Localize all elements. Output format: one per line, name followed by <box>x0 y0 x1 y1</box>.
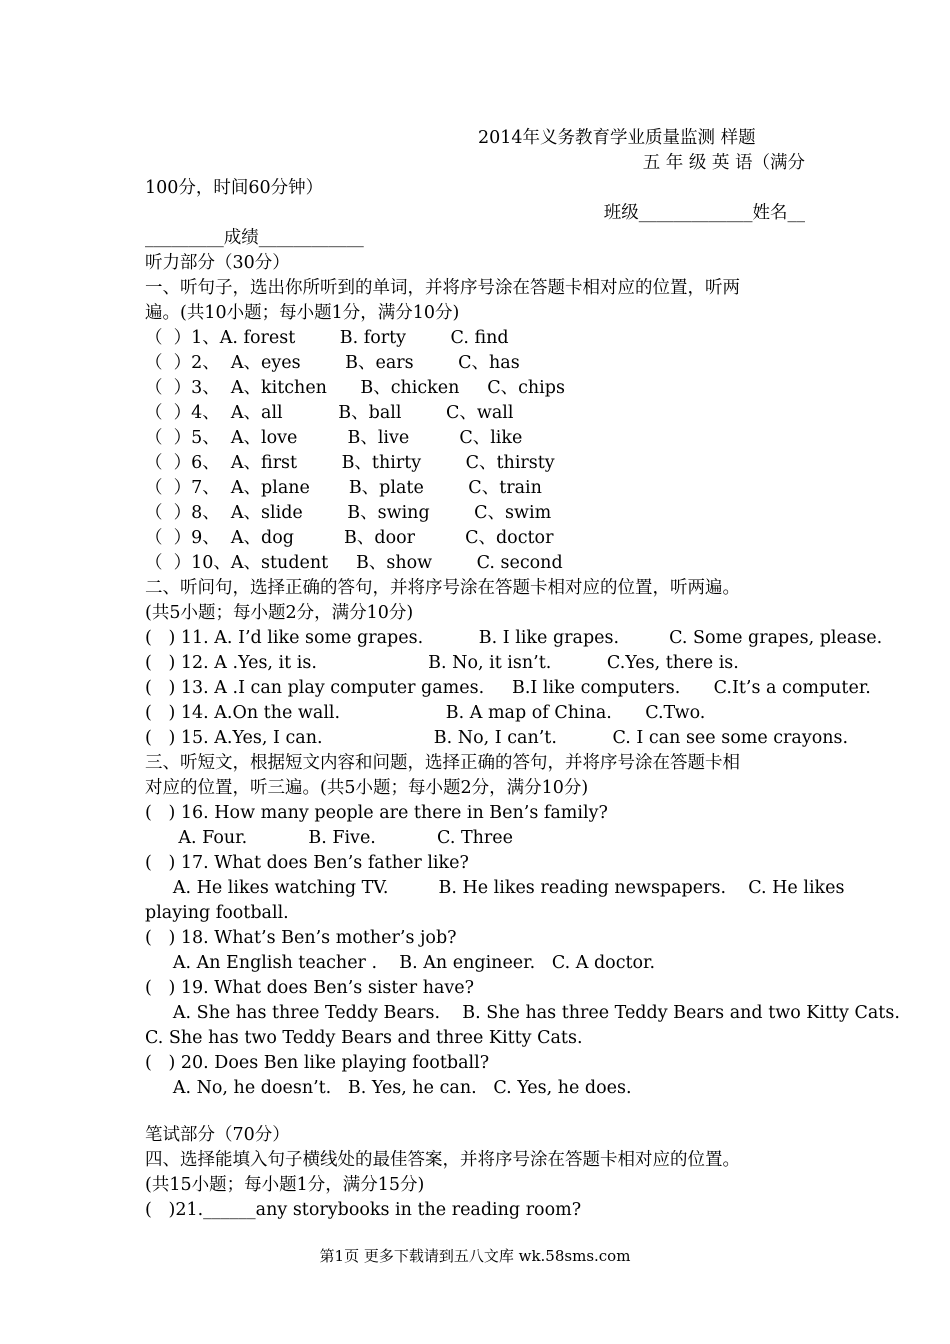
question-item: ( ) 15. A.Yes, I can. B. No, I can’t. C. I can see some crayons. <box>145 728 849 748</box>
question-item: ( ) 18. What’s Ben’s mother’s job? <box>145 928 457 948</box>
writing-heading: 笔试部分（70分） <box>145 1125 290 1145</box>
question-item: （ ）1、A. forest B. forty C. find <box>145 328 509 348</box>
question-item: ( ) 20. Does Ben like playing football? <box>145 1053 490 1073</box>
question-item: （ ）2、 A、eyes B、ears C、has <box>145 353 520 373</box>
question-item: （ ）8、 A、slide B、swing C、swim <box>145 503 552 523</box>
question-item: （ ）6、 A、first B、thirty C、thirsty <box>145 453 555 473</box>
answer-options: A. An English teacher . B. An engineer. C. A doctor. <box>145 953 656 973</box>
question-item: （ ）3、 A、kitchen B、chicken C、chips <box>145 378 565 398</box>
question-item: ( ) 12. A .Yes, it is. B. No, it isn’t. C.Yes, there is. <box>145 653 739 673</box>
question-item: （ ）10、A、student B、show C. second <box>145 553 563 573</box>
question-item: （ ）7、 A、plane B、plate C、train <box>145 478 542 498</box>
question-item: ( ) 19. What does Ben’s sister have? <box>145 978 475 998</box>
score-line: _________成绩____________ <box>145 228 364 248</box>
answer-options: A. No, he doesn’t. B. Yes, he can. C. Yes, he does. <box>145 1078 632 1098</box>
question-item: ( ) 13. A .I can play computer games. B.I like computers. C.It’s a computer. <box>145 678 871 698</box>
section4-instructions: 四、选择能填入句子横线处的最佳答案，并将序号涂在答题卡相对应的位置。 <box>145 1150 740 1170</box>
answer-options: A. Four. B. Five. C. Three <box>145 828 513 848</box>
section1-instructions-cont: 遍。(共10小题；每小题1分，满分10分) <box>145 303 460 323</box>
answer-options-cont: playing football. <box>145 903 289 923</box>
question-item: ( ) 14. A.On the wall. B. A map of China. C.Two. <box>145 703 706 723</box>
question-item: ( ) 11. A. I’d like some grapes. B. I like grapes. C. Some grapes, please. <box>145 628 883 648</box>
answer-options: A. She has three Teddy Bears. B. She has three Teddy Bears and two Kitty Cats. <box>145 1003 900 1023</box>
section3-instructions-cont: 对应的位置，听三遍。(共5小题；每小题2分，满分10分) <box>145 778 589 798</box>
question-item: （ ）5、 A、love B、live C、like <box>145 428 523 448</box>
question-item: （ ）4、 A、all B、ball C、wall <box>145 403 514 423</box>
exam-subtitle: 五 年 级 英 语（满分 <box>642 153 805 173</box>
section1-instructions: 一、听句子，选出你所听到的单词，并将序号涂在答题卡相对应的位置，听两 <box>145 278 740 298</box>
section3-instructions: 三、听短文，根据短文内容和问题，选择正确的答句，并将序号涂在答题卡相 <box>145 753 740 773</box>
section2-instructions-cont: (共5小题；每小题2分，满分10分) <box>145 603 414 623</box>
question-item: ( ) 17. What does Ben’s father like? <box>145 853 469 873</box>
question-item: ( ) 16. How many people are there in Ben’s family? <box>145 803 608 823</box>
class-name-line: 班级_____________姓名__ <box>603 203 805 223</box>
section4-instructions-cont: (共15小题；每小题1分，满分15分) <box>145 1175 425 1195</box>
page-footer: 第1页 更多下载请到五八文库 wk.58sms.com <box>319 1247 631 1265</box>
exam-title: 2014年义务教育学业质量监测 样题 <box>478 128 756 148</box>
exam-subtitle-cont: 100分，时间60分钟） <box>145 178 324 198</box>
section2-instructions: 二、听问句，选择正确的答句，并将序号涂在答题卡相对应的位置，听两遍。 <box>145 578 740 598</box>
answer-options-cont: C. She has two Teddy Bears and three Kitty Cats. <box>145 1028 583 1048</box>
question-item: ( )21.______any storybooks in the reading room? <box>145 1200 582 1220</box>
listening-heading: 听力部分（30分） <box>145 253 290 273</box>
answer-options: A. He likes watching TV. B. He likes reading newspapers. C. He likes <box>145 878 845 898</box>
question-item: （ ）9、 A、dog B、door C、doctor <box>145 528 554 548</box>
